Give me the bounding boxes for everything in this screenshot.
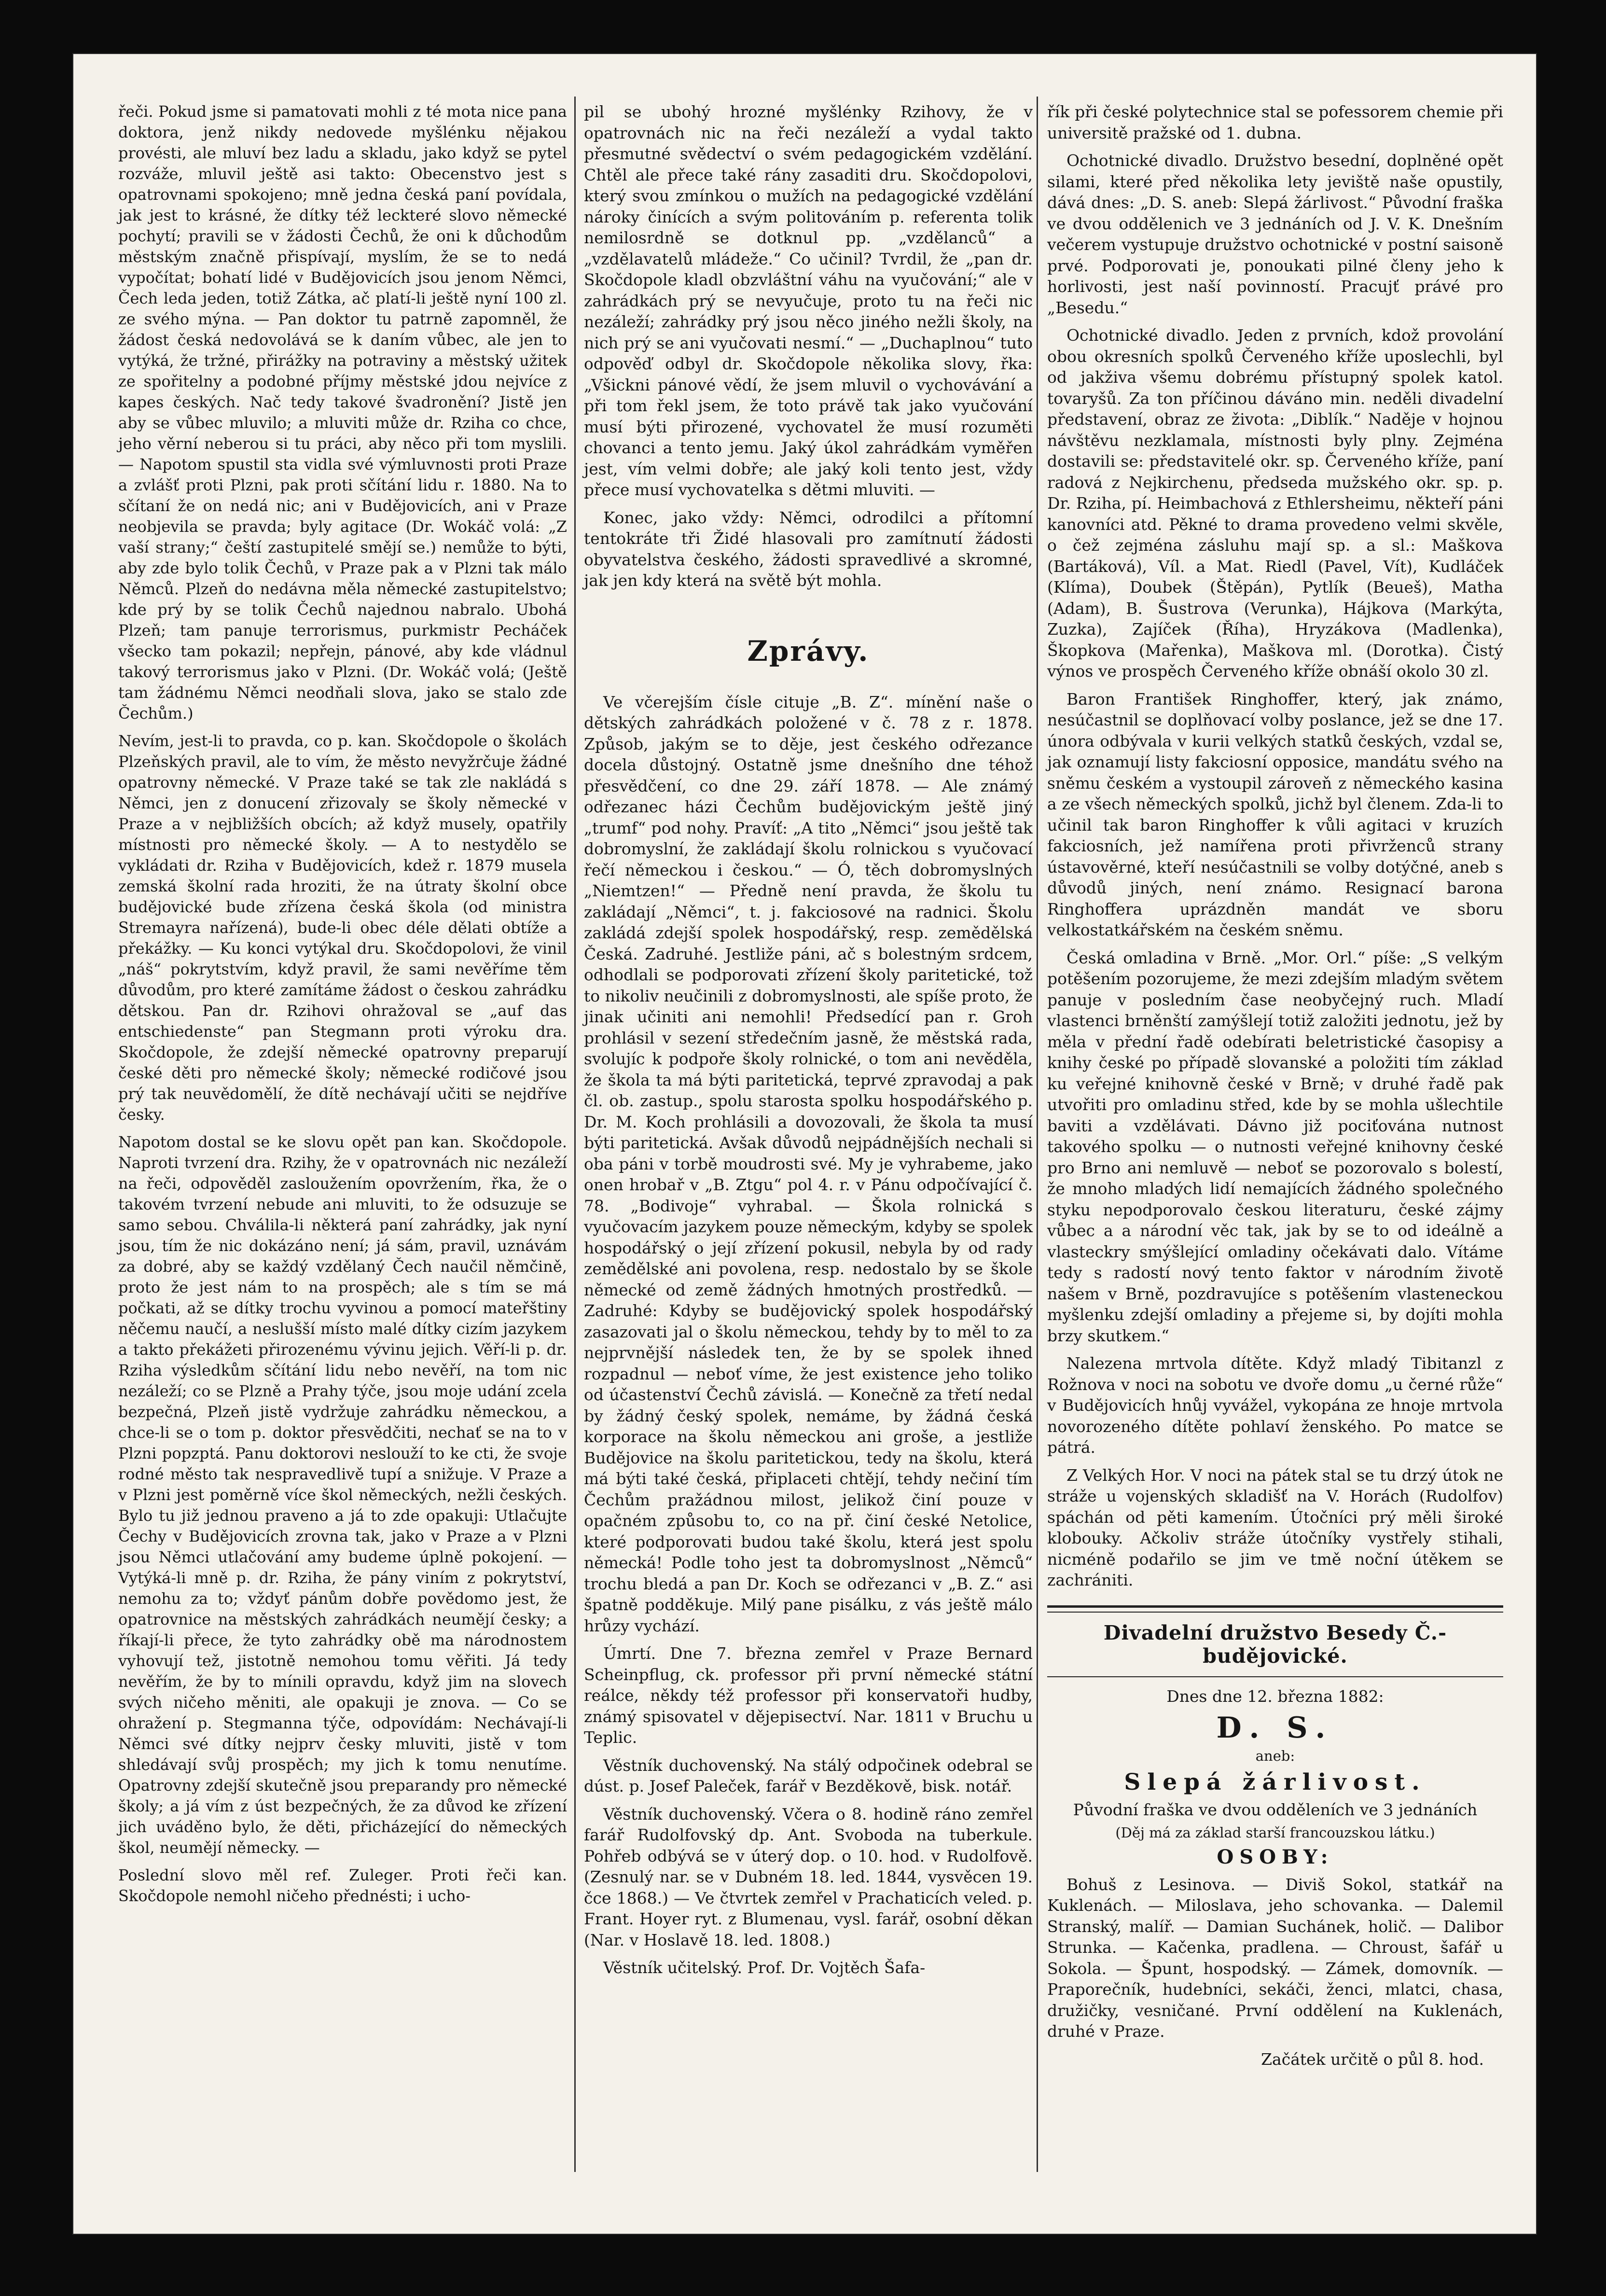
news-item: Z Velkých Hor. V noci na pátek stal se tu drzý útok ne stráže u vojenských skladišť na V. Horách (Rudolfov) spáchán od pěti kamením. Útočníci prý měli široké klobouky. Ačkoliv stráže útočníky vystřely stihali, nicméně podařilo se jim ve tmě noční útěkem se zachrániti.	[1047, 1465, 1503, 1589]
divider	[1047, 1612, 1503, 1613]
news-item: Ve včerejším čísle cituje „B. Z“. mínění naše o dětských zahrádkách položené v č. 78 z r. 1878. Způsob, jakým se to děje, jest českého odřezance docela důstojný. Ostatně jsme dnešního dne téhož přesvědčení, co dne 29. září 1878. — Ale známý odřezanec házi Čechům budějovickým ještě jiný „trumf“ pod nohy. Pravíť: „A tito „Němci“ jsou ještě tak dobromyslní, že zakládají školu rolnickou s vyučovací řečí německou i českou.“ — Ó, těch dobromyslných „Niemtzen!“ — Předně není pravda, že školu tu zakládají „Němci“, t. j. fakciosové na radnici. Školu zakládá zdejší spolek hospodářský, resp. zemědělská Česká. Zadruhé. Jestliže páni, ač s bolestným srdcem, odhodlali se podporovati zřízení školy paritetické, tož to nikoliv neučinili z dobromyslnosti, ale spíše proto, že jinak učiniti ani nemohli! Předsedící pan r. Groh prohlásil v sezení středečním jasně, že městská rada, svolujíc k podpoře školy rolnické, o tom ani nevěděla, že škola ta má býti paritetická, teprvé zpravodaj a pak čl. ob. zastup., spolu starosta spolku hospodářského p. Dr. M. Koch prohlásili a dovozovali, že škola ta musí býti paritetická. Avšak důvodů nejpádnějších nechali si oba páni v torbě moudrosti své. My je vyhrabeme, jako onen hrobař v „B. Ztgu“ pol 4. r. v Pánu odpočívající č. 78. „Bodivoje“ vyhrabal. — Škola rolnická s vyučovacím jazykem pouze německým, kdyby se spolek hospodářský o její zřízení pokusil, nebyla by od rady zemědělské ani povolena, resp. nedostalo by se škole německé od země žádných hmotných prostředků. — Zadruhé: Kdyby se budějovický spolek hospodářský zasazovati jal o školu německou, tehdy by to měl to za nejprvnější následek ten, že by se spolek ihned rozpadnul — neboť víme, že jest existence jeho toliko od účastenství Čechů závislá. — Konečně za třetí nedal by žádný český spolek, nemáme, by žádná česká korporace na školu německou ani groše, a jestliže Budějovice na školu paritetickou, tedy na školu, která má býti také česká, připlaceti chtějí, tehdy nečiní tím Čechům pražádnou milost, jelikož činí pouze v opačném způsobu to, co na př. činí české Netolice, které podporovati budou také školu, která jest spolu německá! Podle toho jest ta dobromyslnost „Němců“ trochu bledá a pan Dr. Koch se odřezanci v „B. Z.“ asi špatně podděkuje. Milý pane pisálku, z vás ještě málo hrůzy vychází.	[584, 692, 1033, 1635]
aneb: aneb:	[1255, 1747, 1295, 1764]
divider	[1047, 1676, 1503, 1677]
article-paragraph: Nevím, jest-li to pravda, co p. kan. Skočdopole o školách Plzeňských pravil, ale to vím, že město nevyžrčuje žádné opatrovny německé. V Praze také se tak zle nakládá s Němci, jen z donucení zřizovaly se školy německé v Praze a v nejbližších obcích; až když musely, opatřily místnosti pro německé školy. — A to nestydělo se vykládati dr. Rziha v Budějovicích, kdež r. 1879 musela zemská školní rada hroziti, že na útraty školní obce budějovické bude zřízena česká škola (od ministra Stremayra nařízená), bude-li obec déle dělati obtíže a překážky. — Ku konci vytýkal dru. Skočdopolovi, že vinil „náš“ pokrytstvím, když pravil, že sami nevěříme těm důvodům, pro které zamítáme žádost o českou zahrádku dětskou. Pan dr. Rzihovi ohražoval se „auf das entschiedenste“ pan Stegmann proti výroku dra. Skočdopole, že zdejší německé opatrovny preparují české děti pro německé školy; německé rodičové jsou prý tak neuvědomělí, že dítě nechávají učiti se nejdříve česky.	[118, 732, 567, 1124]
divider	[1047, 1605, 1503, 1608]
play-note: (Děj má za základ starší francouzskou látku.)	[1115, 1824, 1435, 1841]
news-item: Ochotnické divadlo. Jeden z prvních, kdož provolání obou okresních spolků Červeného kříže uposlechli, byl od jakživa všemu dobrému přístupný spolek katol. tovaryšů. Za ton příčinou dáváno min. neděli divadelní představení, obraz ze života: „Diblík.“ Naděje v hojnou návštěvu nezklamala, místnosti byly plny. Zejména dostavili se: představitelé okr. sp. Červeného kříže, paní radová z Nejkirchenu, předseda mužského okr. sp. p. Dr. Rziha, pí. Heimbachová z Ethlersheimu, někteří páni kanovníci atd. Pěkné to drama provedeno velmi skvěle, o čež zejména zásluhu mají sp. a sl.: Maškova (Bartáková), Víl. a Mat. Riedl (Pavel, Vít), Kudláček (Klíma), Doubek (Štěpán), Pytlík (Beueš), Matha (Adam), B. Šustrova (Verunka), Hájkova (Markýta, Zuzka), Zajíček (Říha), Hryzákova (Madlenka), Škopkova (Mařenka), Maškova ml. (Dorotka). Čistý výnos ve prospěch Červeného kříže obnáší okolo 30 zl.	[1047, 326, 1503, 681]
article-paragraph: Napotom dostal se ke slovu opět pan kan. Skočdopole. Naproti tvrzení dra. Rzihy, že v opatrovnách nic nezáleží na řeči, odpověděl zasloužením opovržením, řka, že o takovém tvrzení nebude ani mluviti, to že odsuzuje se samo sebou. Chválila-li některá paní zahrádky, jak nyní jsou, tím že nic dokázáno není; já sám, pravil, uznávám za dobré, aby se každý vzdělaný Čech naučil němčině, proto že jest nám to na prospěch; ale s tím se má počkati, až se dítky trochu vyvinou a pomocí mateřštiny něčemu naučí, a neslušší místo malé dítky cizím jazykem a takto překážeti přirozenému vývinu jejich. Věří-li p. dr. Rziha výsledkům sčítání lidu nebo nevěří, na tom nic nezáleží; co se Plzně a Prahy týče, jsou moje udání zcela bezpečná, Plzeň jistě vydržuje zahrádku německou, a chce-li se o tom p. doktor přesvědčiti, nechať se na to v Plzni popzptá. Panu doktorovi neslouží to ke cti, že svoje rodné město tak nespravedlivě tupí a snižuje. V Praze a v Plzni jest poměrně více škol německých, nežli českých. Bylo tu již jednou praveno a já to zde opakuji: Utlačujte Čechy v Budějovicích zrovna tak, jako v Praze a v Plzni jsou Němci utlačování amy budeme úplně pokojení. — Vytýká-li mně p. dr. Rziha, že pány viním z pokrytství, nemohu za to; vždyť pánům dobře povědomo jest, že opatrovnice na městských zahrádkách neumějí česky; a říkají-li přece, že tyto zahrádky obě ma národnostem vyhovují tež, jistotně nemohou tomu věřiti. Já tedy nevěřím, že by to mínili opravdu, když jim na slovech svých ničeho měniti, ale opakuji je znova. — Co se ohražení p. Stegmanna týče, odpovídám: Nechávají-li Němci své dítky nejprv česky mluviti, jistě v tom shledávají svůj prospěch; my jich k tomu nenutíme. Opatrovny zdejší skutečně jsou preparandy pro německé školy; a já vím z úst bezpečných, že za důvod ke zřízení jich uváděno bylo, že děti, přicházející do německých škol, neumějí německy. —	[118, 1133, 567, 1857]
news-item: Ochotnické divadlo. Družstvo besední, doplněné opět silami, které před několika lety jeviště naše opustily, dává dnes: „D. S. aneb: Slepá žárlivost.“ Původní fraška ve dvou oddělenich ve 3 jednáních od J. V. K. Dnešním večerem vystupuje družstvo ochotnické v postní saisoně prvé. Podporovati je, ponoukati pilné členy jeho k horlivosti, jest naší povinností. Pracujť právé pro „Besedu.“	[1047, 151, 1503, 317]
play-subtitle: Původní fraška ve dvou odděleních ve 3 jednáních	[1073, 1800, 1478, 1819]
news-item: řík při české polytechnice stal se pofessorem chemie při universitě pražské od 1. dubna.	[1047, 102, 1503, 142]
article-paragraph: Konec, jako vždy: Němci, odrodilci a přítomní tentokráte tři Židé hlasovali pro zamítnutí žádosti obyvatelstva českého, žádosti spravedlivé a skromné, jak jen kdy která na světě být mohla.	[584, 508, 1033, 590]
news-heading: Zprávy.	[747, 634, 870, 668]
play-title: Slepá žárlivost.	[1124, 1768, 1426, 1795]
news-item: Věstník duchovenský. Včera o 8. hodině ráno zemřel farář Rudolfovský dp. Ant. Svoboda na tuberkule. Pohřeb odbývá se v úterý dop. o 10. hod. v Rudolfově. (Zesnulý nar. se v Dubném 18. led. 1844, vysvěcen 19. čce 1868.) — Ve čtvrtek zemřel v Prachaticích veled. p. Frant. Hoyer ryt. z Blumenau, vysl. farář, osobní děkan (Nar. v Hoslavě 18. led. 1808.)	[584, 1804, 1033, 1949]
news-item: Česká omladina v Brně. „Mor. Orl.“ píše: „S velkým potěšením pozorujeme, že mezi zdejším mladým světem panuje v posledním čase neobyčejný ruch. Mladí vlastenci brněnští zamýšlejí totiž založiti jednotu, jež by měla v přední řadě odebírati beletristické časopisy a knihy české po případě slovanské a položiti tím základ ku veřejné knihovně české v Brně; v druhé řadě pak utvořiti pro omladinu střed, kde by se mohla ušlechtile baviti a vzdělávati. Dávno již pociťována nutnost takového spolku — o nutnosti veřejné knihovny české pro Brno ani nemluvě — neboť se pozorovalo s bolestí, že mnoho mladých lidí nemajících žádného společného styku nepodporovalo českou literaturu, české zájmy vůbec a a národní věc tak, jak by se to od ideálně a vlasteckry smýšlející omladiny očekávati dalo. Vítáme tedy s radostí nový tento faktor v národním životě našem v Brně, pozdravujíce s potěšením vlasteneckou myšlenku zdejší omladiny a přejeme si, by dojíti mohla brzy skutkem.“	[1047, 948, 1503, 1345]
cast-list: Bohuš z Lesinova. — Diviš Sokol, statkář na Kuklenách. — Miloslava, jeho schovanka. — Dalemil Stranský, malíř. — Damian Suchánek, holič. — Dalibor Strunka. — Kačenka, pradlena. — Chroust, šafář u Sokola. — Špunt, hospodský. — Zámek, domovník. — Praporečník, hudebníci, sekáči, ženci, mlatci, chasa, družičky, vesničané. První oddělení na Kuklenách, druhé v Praze.	[1047, 1875, 1503, 2041]
article-paragraph: Poslední slovo měl ref. Zuleger. Proti řeči kan. Skočdopole nemohl ničeho přednésti; i ucho-	[118, 1866, 567, 1905]
newspaper-page	[72, 53, 1537, 2235]
play-code: D. S.	[1216, 1711, 1334, 1745]
news-item: Baron František Ringhoffer, který, jak známo, nesúčastnil se doplňovací volby poslance, jež se dne 17. února odbývala v kurii velkých statků českých, vzdal se, jak oznamují listy fakciosní opposice, mandátu svého na sněmu českém a vystoupil zároveň z německého kasina a ze všech německých spolků, jichž byl členem. Zda-li to učinil tak baron Ringhoffer k vůli agitaci v kruzích fakciosních, jež namířena proti přivrženců strany ústavověrné, kteří nesúčastnili se volby dotýčné, aneb s důvodů jiných, není známo. Resignací barona Ringhoffera uprázdněn mandát ve sboru velkostatkářském na českém sněmu.	[1047, 689, 1503, 939]
news-item: Úmrtí. Dne 7. března zemřel v Praze Bernard Scheinpflug, ck. professor při první německé státní reálce, někdy též professor při konservatoři hudby, známý spisovatel v dějepisectví. Nar. 1811 v Bruchu u Teplic.	[584, 1644, 1033, 1747]
news-item: Věstník učitelský. Prof. Dr. Vojtěch Šafa-	[603, 1958, 926, 1977]
column-rule	[1037, 97, 1038, 2172]
start-time: Začátek určitě o půl 8. hod.	[1261, 2049, 1484, 2069]
news-item: Věstník duchovenský. Na stálý odpočinek odebral se dúst. p. Josef Paleček, farář v Bezděkově, bisk. notář.	[584, 1755, 1033, 1795]
left-column	[118, 101, 567, 1913]
article-paragraph: řeči. Pokud jsme si pamatovati mohli z té mota nice pana doktora, jenž nikdy nedovede myšlénku nějakou provésti, ale mluví bez ladu a skladu, jako když se pytel rozváže, mluvil ještě asi takto: Obecenstvo jest s opatrovnami spokojeno; mně jedna česká paní povídala, jak jest to krásné, že dítky též leckteré slovo německé pochytí; pravili se v žádosti Čechů, že oni k důchodům městským značně přispívají, myslím, že se to nedá vypočítat; bohatí lidé v Budějovicích jsou jenom Němci, Čech leda jeden, totiž Zátka, ač platí-li ještě nyní 100 zl. ze svého mýna. — Pan doktor tu patrně zapomněl, že žádost česká nedovolává se k daním vůbec, ale jen to vytýká, že tržné, přirážky na potraviny a městský užitek ze spořitelny a podobné příjmy městské jdou nejvíce z kapes českých. Nač tedy takové švadronění? Jistě jen aby se vůbec mluvilo; a mluviti může dr. Rziha co chce, jeho věrní neberou si tu práci, aby něco při tom myslili. — Napotom spustil sta vidla své výmluvnosti proti Praze a zvlášť proti Plzni, pak proti sčítání lidu r. 1880. Na to sčítaní že on nedá nic; ani v Budějovicích, ani v Praze neobjevila se pravda; byly agitace (Dr. Wokáč volá: „Z vaší strany;“ čeští zastupitelé smějí se.) nemůže to býti, aby zde bylo tolik Čechů, v Praze pak a v Plzni tak málo Němců. Plzeň do nedávna měla německé zastupitelstvo; kde prý by se tolik Čechů najednou nabralo. Ubohá Plzeň; tam panuje terrorismus, purkmistr Pecháček všecko tam pokazil; nepřejn, pánové, aby kde vládnul takový terrorismus jako v Plzni. (Dr. Wokáč volá; (Ještě tam žádnému Němci neodňali slova, jako se stalo zde Čechům.)	[118, 102, 567, 723]
news-item: Nalezena mrtvola dítěte. Když mladý Tibitanzl z Rožnova v noci na sobotu ve dvoře domu „u černé růže“ v Budějovicích hnůj vyvážel, vykopána ze hnoje mrtvola novorozeného dítěte pohlaví ženského. Po matce se pátrá.	[1047, 1354, 1503, 1457]
middle-column	[584, 101, 1033, 1985]
theatre-announcement	[1047, 1605, 1503, 2069]
article-paragraph: pil se ubohý hrozné myšlénky Rzihovy, že v opatrovnách nic na řeči nezáleží a vydal takto přesmutné svědectví o svém pedagogickém vzdělání. Chtěl ale přece také rány zasaditi dru. Skočdopolovi, který svou zmínkou o mužích na pedagogické vzdělání nároky činících a svým politováním p. referenta tolik nemilosrdně se dotknul pp. „vzdělanců“ a „vzdělavatelů mládeže.“ Co učinil? Tvrdil, že „pan dr. Skočdopole kladl obzvláštní váhu na vyučování;“ ale v zahrádkách prý se nevyučuje, proto tu na řeči nic nezáleží; zahrádky prý jsou něco jiného nežli školy, na nich prý se ani vyučovati nesmí.“ — „Duchaplnou“ tuto odpověď odbyl dr. Skočdopole několika slovy, řka: „Všickni pánové vědí, že jsem mluvil o vychovávání a při tom řekl jsem, že toto právě tak jako vyučování musí býti přirozené, vychovatel že musí rozuměti chovanci a tento jemu. Jaký úkol zahrádkám vyměřen jest, vím velmi dobře; ale jaký koli tento jest, vždy přece musí vychovatelka s dětmi mluviti. —	[584, 102, 1033, 499]
announcement-date: Dnes dne 12. března 1882:	[1166, 1686, 1384, 1706]
announcement-title: Divadelní družstvo Besedy Č.-budějovické.	[1103, 1621, 1447, 1668]
column-rule	[574, 97, 576, 2172]
right-column	[1047, 101, 1503, 2069]
cast-heading: OSOBY:	[1217, 1845, 1334, 1868]
